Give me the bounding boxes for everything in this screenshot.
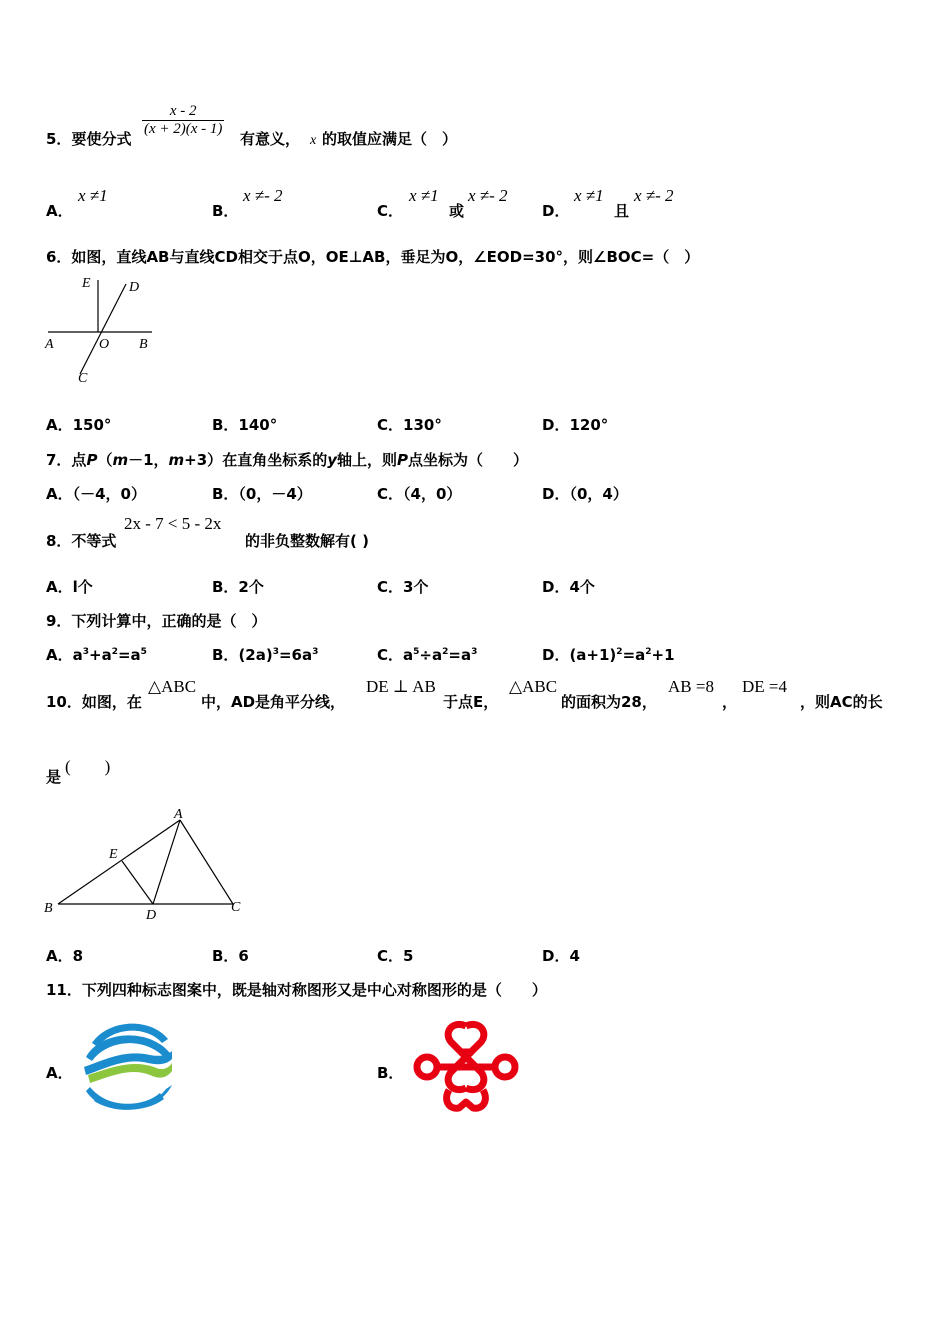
q5-stem: 5．要使分式 bbox=[46, 130, 132, 148]
q5-option-d-expr2: x ≠- 2 bbox=[634, 186, 674, 205]
q10-paren: ( ) bbox=[65, 757, 111, 776]
q11-stem: 11．下列四种标志图案中，既是轴对称图形又是中心对称图形的是（ ） bbox=[46, 981, 547, 999]
q10-stem-1: 10．如图，在 bbox=[46, 693, 142, 711]
q5-fraction: $\frac{x - 2}{(x + 2)(x - 1)}$ bbox=[144, 103, 223, 137]
q10-stem-5: ，则AC的长 bbox=[800, 693, 883, 711]
q6-option-c: C．130° bbox=[377, 416, 442, 434]
q10-segment-de bbox=[122, 861, 153, 904]
q10-stem-2: 中，AD是角平分线， bbox=[201, 693, 346, 711]
q10-label-c: C bbox=[231, 900, 241, 915]
q10-option-c: C．5 bbox=[377, 947, 414, 965]
q10-side-ab bbox=[58, 820, 180, 904]
q10-label-e: E bbox=[109, 847, 118, 862]
q10-stem-4: 的面积为28， bbox=[561, 693, 657, 711]
q9-option-b: B．$(2a)^3=6a^3$ bbox=[212, 646, 319, 664]
q6-label-a: A bbox=[45, 337, 54, 352]
q9-option-c: C．$a^5\div a^2=a^3$ bbox=[377, 646, 478, 664]
q8-option-d: D．4个 bbox=[542, 578, 595, 596]
q6-label-o: O bbox=[99, 337, 110, 352]
q8-stem-suffix: 的非负整数解有( ) bbox=[245, 532, 369, 550]
q6-line-cd bbox=[80, 284, 126, 374]
q10-stem-3: 于点E， bbox=[443, 693, 499, 711]
q10-comma: ， bbox=[722, 693, 738, 711]
q6-label-d: D bbox=[129, 280, 140, 295]
q6-label-e: E bbox=[82, 276, 91, 291]
q10-option-a: A．8 bbox=[46, 947, 84, 965]
q9-option-d: D．$(a+1)^2=a^2+1$ bbox=[542, 646, 675, 664]
q10-ab: AB =8 bbox=[668, 677, 714, 696]
q5-option-d-expr: x ≠1 bbox=[574, 186, 604, 205]
q8-option-c: C．3个 bbox=[377, 578, 429, 596]
q8-option-b: B．2个 bbox=[212, 578, 264, 596]
q5-option-b-label: B． bbox=[212, 202, 239, 220]
q10-label-b: B bbox=[44, 901, 53, 916]
q8-stem: 8．不等式 bbox=[46, 532, 117, 550]
q5-var: x bbox=[310, 133, 317, 148]
q5-option-d-join: 且 bbox=[614, 202, 630, 220]
q11-option-b-label: B． bbox=[377, 1064, 404, 1082]
q10-side-ac bbox=[180, 820, 233, 904]
q5-option-c-expr2: x ≠- 2 bbox=[468, 186, 508, 205]
q5-option-c-label: C． bbox=[377, 202, 404, 220]
q9-stem: 9．下列计算中，正确的是（ ） bbox=[46, 612, 267, 630]
china-mobile-logo-icon bbox=[78, 1013, 178, 1115]
q8-inequality: 2x - 7 < 5 - 2x bbox=[124, 514, 222, 533]
q6-label-c: C bbox=[78, 371, 88, 386]
q6-option-a: A．150° bbox=[46, 416, 112, 434]
china-unicom-logo-icon bbox=[405, 1018, 527, 1116]
q5-stem-middle: 有意义， bbox=[240, 130, 301, 148]
logo-knot bbox=[417, 1024, 515, 1108]
q10-option-b: B．6 bbox=[212, 947, 249, 965]
q8-option-a: A．l个 bbox=[46, 578, 93, 596]
q5-option-a-expr: x ≠1 bbox=[78, 186, 108, 205]
q10-triangle-1: △ABC bbox=[148, 677, 197, 696]
q10-figure bbox=[40, 800, 250, 925]
q10-label-a: A bbox=[174, 807, 183, 822]
q5-option-d-label: D． bbox=[542, 202, 570, 220]
q6-option-d: D．120° bbox=[542, 416, 609, 434]
q7-stem: 7．点P（m－1，m+3）在直角坐标系的y轴上，则P点坐标为（ ） bbox=[46, 451, 529, 469]
q10-perp: DE ⊥ AB bbox=[366, 677, 436, 696]
q10-de: DE =4 bbox=[742, 677, 787, 696]
q10-triangle-2: △ABC bbox=[509, 677, 558, 696]
q7-option-c: C．（4，0） bbox=[377, 485, 462, 503]
q10-segment-ad bbox=[153, 820, 180, 904]
q6-stem: 6．如图，直线AB与直线CD相交于点O，OE⊥AB，垂足为O，∠EOD=30°，则∠BOC=（ ） bbox=[46, 248, 700, 266]
q10-stem-6: 是 bbox=[46, 768, 62, 786]
q5-option-c-join: 或 bbox=[449, 202, 465, 220]
q5-stem-suffix: 的取值应满足（ ） bbox=[322, 130, 458, 148]
q5-option-a-label: A． bbox=[46, 202, 73, 220]
q7-option-b: B．（0，－4） bbox=[212, 485, 312, 503]
q6-label-b: B bbox=[139, 337, 148, 352]
q9-option-a: A．$a^3+a^2=a^5$ bbox=[46, 646, 147, 664]
q6-option-b: B．140° bbox=[212, 416, 278, 434]
q5-option-b-expr: x ≠- 2 bbox=[243, 186, 283, 205]
q5-option-c-expr: x ≠1 bbox=[409, 186, 439, 205]
q10-label-d: D bbox=[146, 908, 157, 923]
q7-option-d: D．（0，4） bbox=[542, 485, 628, 503]
q11-option-a-label: A． bbox=[46, 1064, 73, 1082]
q10-option-d: D．4 bbox=[542, 947, 580, 965]
q7-option-a: A．（－4，0） bbox=[46, 485, 146, 503]
q6-figure bbox=[40, 272, 160, 387]
